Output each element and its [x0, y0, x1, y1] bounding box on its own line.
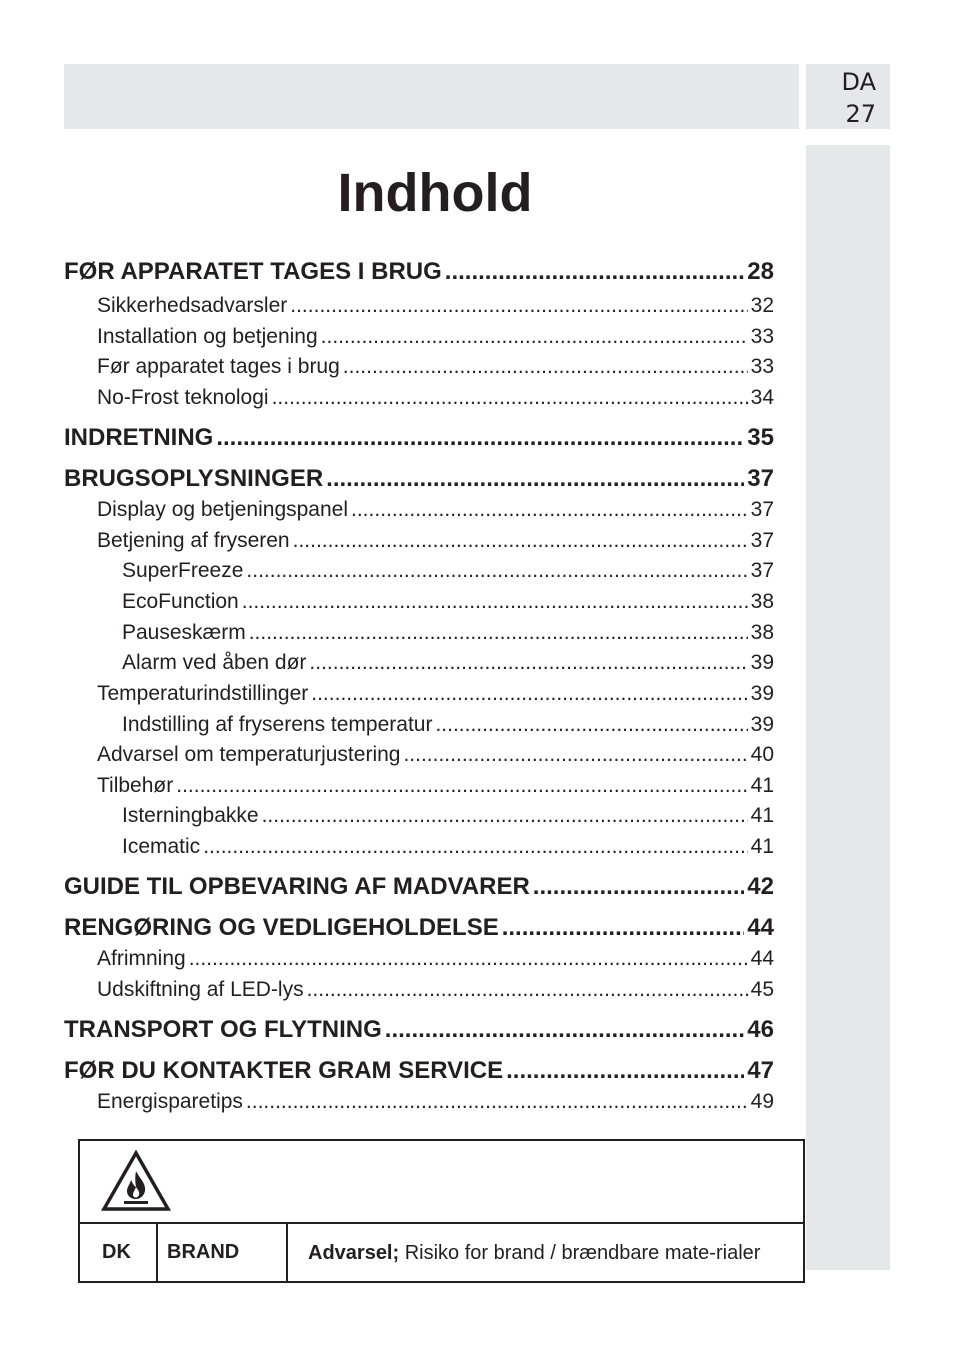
warning-message [288, 1224, 803, 1281]
toc-label: Sikkerhedsadvarsler [97, 294, 288, 317]
toc-leader-dots [272, 383, 748, 413]
toc-item[interactable] [64, 587, 774, 617]
toc-item[interactable] [64, 322, 774, 352]
toc-label: Før apparatet tages i brug [97, 355, 340, 378]
toc-page-number: 37 [747, 465, 774, 492]
toc-item[interactable] [64, 526, 774, 556]
toc-page-number: 44 [750, 947, 774, 970]
toc-label: FØR APPARATET TAGES I BRUG [64, 258, 442, 285]
toc-page-number: 33 [750, 325, 774, 348]
warning-box [78, 1139, 805, 1283]
toc-label: EcoFunction [122, 590, 239, 613]
toc-label: SuperFreeze [122, 559, 244, 582]
toc-leader-dots [262, 801, 748, 831]
language-code: DA [841, 68, 876, 96]
toc-leader-dots [293, 526, 748, 556]
toc-leader-dots [176, 771, 747, 801]
toc-item[interactable] [64, 679, 774, 709]
toc-page-number: 39 [750, 682, 774, 705]
toc-item[interactable] [64, 618, 774, 648]
toc-leader-dots [290, 291, 747, 321]
toc-leader-dots [203, 832, 747, 862]
page-title: Indhold [337, 163, 533, 223]
page-tab [806, 64, 890, 129]
toc-leader-dots [343, 352, 748, 382]
toc-item[interactable] [64, 944, 774, 974]
toc-label: Icematic [122, 835, 201, 858]
toc-page-number: 47 [747, 1057, 774, 1084]
warning-country: DK [80, 1224, 158, 1281]
warning-label: Advarsel; [308, 1241, 400, 1264]
toc-page-number: 39 [750, 651, 774, 674]
toc-page-number: 40 [750, 743, 774, 766]
toc-label: Display og betjeningspanel [97, 498, 349, 521]
warning-icon-row [80, 1141, 803, 1224]
toc-leader-dots [403, 740, 747, 770]
toc-page-number: 35 [747, 424, 774, 451]
toc-page-number: 41 [750, 804, 774, 827]
toc-leader-dots [307, 975, 748, 1005]
toc-page-number: 37 [750, 529, 774, 552]
toc-item[interactable] [64, 495, 774, 525]
toc-page-number: 32 [750, 294, 774, 317]
toc-page-number: 42 [747, 873, 774, 900]
toc-leader-dots [435, 710, 747, 740]
toc-section[interactable] [64, 463, 774, 495]
toc-page-number: 34 [750, 386, 774, 409]
toc-label: RENGØRING OG VEDLIGEHOLDELSE [64, 914, 499, 941]
toc-leader-dots [506, 1055, 744, 1087]
header-band [64, 64, 799, 129]
toc-item[interactable] [64, 1087, 774, 1117]
flammable-material-warning-icon [100, 1149, 172, 1213]
toc-item[interactable] [64, 556, 774, 586]
toc-label: Installation og betjening [97, 325, 318, 348]
toc-page-number: 39 [750, 713, 774, 736]
toc-page-number: 41 [750, 835, 774, 858]
toc-label: Advarsel om temperaturjustering [97, 743, 401, 766]
toc-leader-dots [445, 256, 745, 288]
toc-label: Energisparetips [97, 1090, 243, 1113]
toc-page-number: 46 [747, 1016, 774, 1043]
toc-label: Tilbehør [97, 774, 174, 797]
toc-label: Afrimning [97, 947, 186, 970]
toc-leader-dots [246, 556, 747, 586]
toc-page-number: 38 [750, 590, 774, 613]
side-strip [806, 145, 890, 1270]
toc-page-number: 37 [750, 559, 774, 582]
toc-label: BRUGSOPLYSNINGER [64, 465, 324, 492]
toc-item[interactable] [64, 383, 774, 413]
toc-page-number: 44 [747, 914, 774, 941]
toc-leader-dots [246, 1087, 748, 1117]
toc-item[interactable] [64, 832, 774, 862]
toc-leader-dots [242, 587, 748, 617]
toc-leader-dots [216, 422, 744, 454]
toc-page-number: 28 [747, 258, 774, 285]
toc-section[interactable] [64, 912, 774, 944]
toc-section[interactable] [64, 871, 774, 903]
toc-label: INDRETNING [64, 424, 214, 451]
toc-label: Alarm ved åben dør [122, 651, 307, 674]
toc-page-number: 45 [750, 978, 774, 1001]
toc-label: TRANSPORT OG FLYTNING [64, 1016, 382, 1043]
toc-label: Isterningbakke [122, 804, 259, 827]
toc-leader-dots [311, 679, 747, 709]
toc-page-number: 38 [750, 621, 774, 644]
toc-item[interactable] [64, 352, 774, 382]
toc-label: FØR DU KONTAKTER GRAM SERVICE [64, 1057, 504, 1084]
toc-leader-dots [309, 648, 747, 678]
toc-section[interactable] [64, 256, 774, 288]
toc-item[interactable] [64, 771, 774, 801]
toc-leader-dots [533, 871, 745, 903]
toc-page-number: 49 [750, 1090, 774, 1113]
toc-item[interactable] [64, 710, 774, 740]
toc-leader-dots [326, 463, 744, 495]
toc-item[interactable] [64, 740, 774, 770]
toc-section[interactable] [64, 422, 774, 454]
toc-leader-dots [249, 618, 748, 648]
warning-category: BRAND [158, 1224, 288, 1281]
toc-label: Temperaturindstillinger [97, 682, 309, 705]
toc-page-number: 33 [750, 355, 774, 378]
toc-label: Pauseskærm [122, 621, 246, 644]
toc-item[interactable] [64, 648, 774, 678]
toc-item[interactable] [64, 801, 774, 831]
toc-leader-dots [189, 944, 748, 974]
toc-label: Betjening af fryseren [97, 529, 290, 552]
toc-leader-dots [385, 1014, 745, 1046]
toc-leader-dots [351, 495, 748, 525]
toc-label: GUIDE TIL OPBEVARING AF MADVARER [64, 873, 530, 900]
toc-label: Indstilling af fryserens temperatur [122, 713, 433, 736]
toc-section[interactable] [64, 1014, 774, 1046]
warning-text: Risiko for brand / brændbare mate-rialer [404, 1241, 761, 1264]
toc-leader-dots [321, 322, 748, 352]
toc-page-number: 41 [750, 774, 774, 797]
toc-label: No-Frost teknologi [97, 386, 269, 409]
toc-page-number: 37 [750, 498, 774, 521]
toc-leader-dots [502, 912, 745, 944]
toc-label: Udskiftning af LED-lys [97, 978, 304, 1001]
toc-item[interactable] [64, 291, 774, 321]
toc-section[interactable] [64, 1055, 774, 1087]
page-number: 27 [845, 100, 876, 128]
toc-item[interactable] [64, 975, 774, 1005]
